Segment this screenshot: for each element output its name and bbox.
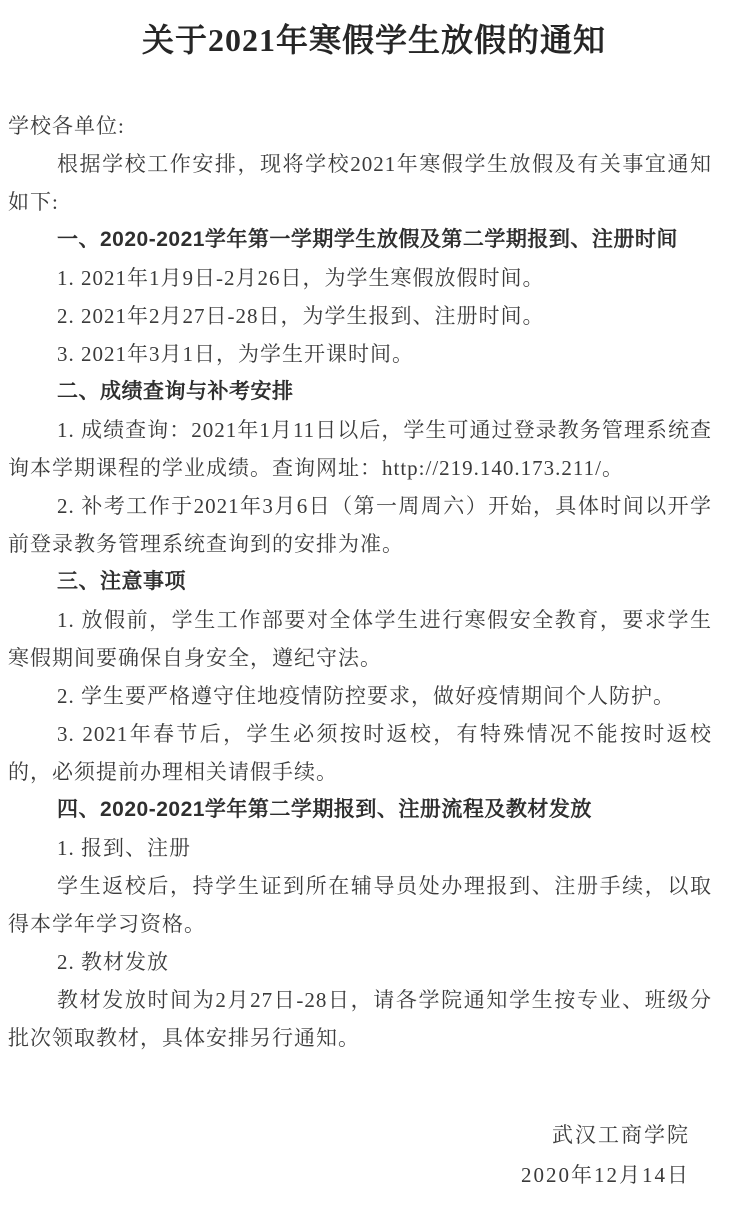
section-paragraph: 2. 补考工作于2021年3月6日（第一周周六）开始，具体时间以开学前登录教务管理系统查询到的安排为准。 — [8, 494, 712, 556]
page-title: 关于2021年寒假学生放假的通知 — [141, 22, 606, 58]
section-paragraph: 3. 2021年春节后，学生必须按时返校，有特殊情况不能按时返校的，必须提前办理相关请假手续。 — [8, 722, 712, 784]
intro-paragraph: 根据学校工作安排，现将学校2021年寒假学生放假及有关事宜通知如下: — [8, 152, 712, 214]
section-paragraph: 3. 2021年3月1日，为学生开课时间。 — [57, 342, 414, 366]
sections-container — [8, 221, 712, 1057]
section-paragraph: 学生返校后，持学生证到所在辅导员处办理报到、注册手续，以取得本学年学习资格。 — [8, 874, 712, 936]
signature-org: 武汉工商学院 — [552, 1123, 690, 1147]
section-paragraph: 2. 学生要严格遵守住地疫情防控要求，做好疫情期间个人防护。 — [57, 684, 675, 708]
section-paragraph: 1. 2021年1月9日-2月26日，为学生寒假放假时间。 — [57, 266, 545, 290]
signature-block — [8, 1115, 712, 1195]
notice-body — [0, 107, 748, 1195]
section-paragraph: 1. 成绩查询：2021年1月11日以后，学生可通过登录教务管理系统查询本学期课程的学业成绩。查询网址：http://219.140.173.211/。 — [8, 418, 712, 480]
section-heading: 二、成绩查询与补考安排 — [57, 380, 294, 403]
section-paragraph: 2. 2021年2月27日-28日，为学生报到、注册时间。 — [57, 304, 545, 328]
section-heading: 三、注意事项 — [57, 570, 186, 593]
section-paragraph: 1. 放假前，学生工作部要对全体学生进行寒假安全教育，要求学生寒假期间要确保自身安全，遵纪守法。 — [8, 608, 712, 670]
section-paragraph: 1. 报到、注册 — [57, 836, 191, 860]
section-paragraph: 2. 教材发放 — [57, 950, 169, 974]
section-heading: 一、2020-2021学年第一学期学生放假及第二学期报到、注册时间 — [57, 228, 678, 251]
section-heading: 四、2020-2021学年第二学期报到、注册流程及教材发放 — [57, 798, 592, 821]
salutation: 学校各单位: — [8, 114, 125, 138]
signature-date: 2020年12月14日 — [521, 1163, 690, 1187]
section-paragraph: 教材发放时间为2月27日-28日，请各学院通知学生按专业、班级分批次领取教材，具体安排另行通知。 — [8, 988, 712, 1050]
